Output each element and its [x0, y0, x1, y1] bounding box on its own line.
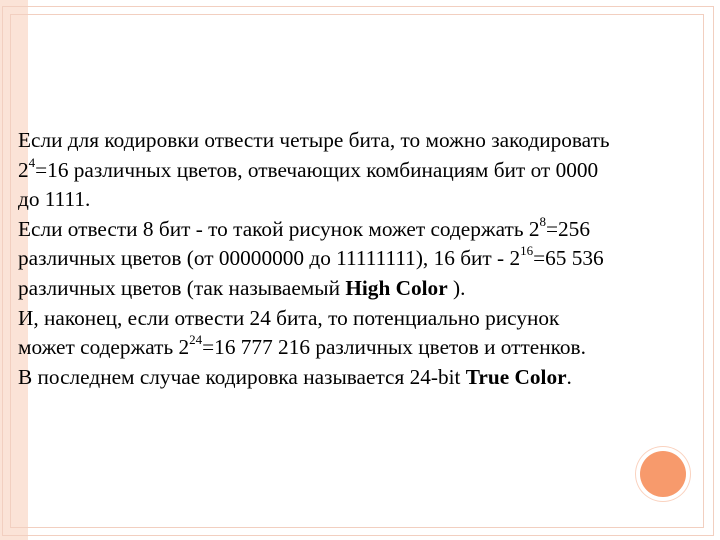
text-line: =16 различных цветов, отвечающих комбинациям бит от 0000: [35, 157, 599, 182]
decorative-circle: [640, 451, 686, 497]
paragraph-four-bits: [18, 126, 698, 215]
text-fragment: =256: [546, 216, 590, 241]
high-color-term: High Color: [345, 275, 448, 300]
paragraph-twenty-four-bits: [18, 304, 698, 363]
paragraph-eight-bits: [18, 215, 698, 304]
power-exponent: 4: [28, 154, 36, 170]
true-color-term: True Color: [465, 364, 567, 389]
text-fragment: =16 777 216 различных цветов и оттенков.: [202, 335, 586, 360]
text-line: до 1111.: [18, 187, 91, 212]
power-exponent: 24: [189, 332, 203, 348]
text-line: Если для кодировки отвести четыре бита, то можно закодировать: [18, 128, 610, 152]
text-fragment: ).: [447, 275, 466, 300]
text-line: может содержать 2: [18, 335, 190, 360]
text-line: различных цветов (от 00000000 до 11111111), 16 бит - 2: [18, 246, 521, 271]
power-exponent: 8: [539, 213, 547, 229]
paragraph-true-color: [18, 363, 698, 393]
text-line: различных цветов (так называемый: [18, 275, 346, 300]
text-line: В последнем случае кодировка называется 24-bit: [18, 364, 466, 389]
text-fragment: .: [566, 364, 572, 389]
text-line: И, наконец, если отвести 24 бита, то потенциально рисунок: [18, 305, 560, 330]
text-fragment: =65 536: [533, 246, 604, 271]
slide-body-text: [18, 126, 698, 392]
power-exponent: 16: [520, 243, 534, 259]
power-base: 2: [18, 157, 29, 182]
text-line: Если отвести 8 бит - то такой рисунок может содержать 2: [18, 216, 540, 241]
